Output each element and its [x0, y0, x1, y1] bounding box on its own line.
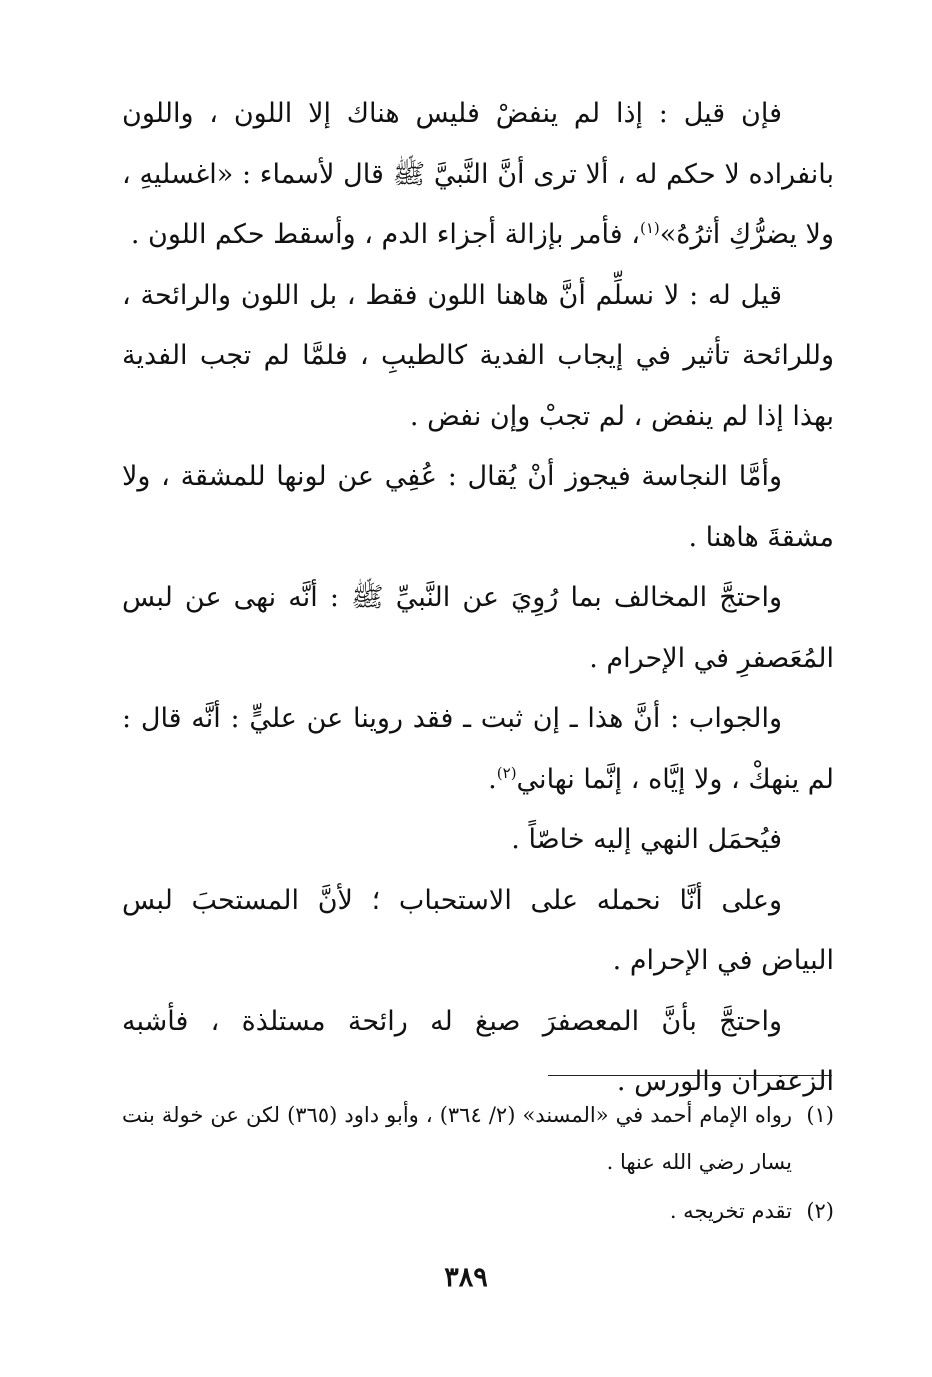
paragraph-4: واحتجَّ المخالف بما رُوِيَ عن النَّبيِّ ﷺ : أنَّه نهى عن لبس المُعَصفرِ في الإحرام .: [122, 582, 834, 674]
footnotes: [122, 1092, 834, 1237]
footnote-2: [122, 1188, 834, 1235]
footnote-ref-1[interactable]: (١): [639, 219, 660, 237]
footnote-marker: (٢): [806, 1199, 834, 1223]
page-number: ٣٨٩: [444, 1262, 488, 1293]
paragraph-5: والجواب : أنَّ هذا ـ إن ثبت ـ فقد روينا عن عليٍّ : أنَّه قال : لم ينهكْ ، ولا إيَّاه ، إنَّما نهاني$^{(٢)}$.: [122, 703, 834, 795]
paragraph-8: واحتجَّ بأنَّ المعصفرَ صبغ له رائحة مستلذة ، فأشبه الزعفران والورس .: [122, 1005, 834, 1097]
footnote-separator: [548, 1075, 832, 1076]
paragraph-1: فإن قيل : إذا لم ينفضْ فليس هناك إلا اللون ، واللون بانفراده لا حكم له ، ألا ترى أنَّ النَّبيَّ ﷺ قال لأسماء : «اغسليهِ ، ولا يضرُّكِ أثرُهُ»$^{(١)}$، فأمر بإزالة أجزاء الدم ، وأسقط حكم اللون .: [122, 98, 834, 250]
paragraph-6: فيُحمَل النهي إليه خاصّاً .: [511, 824, 782, 855]
paragraph-7: وعلى أنَّا نحمله على الاستحباب ؛ لأنَّ المستحبَ لبس البياض في الإحرام .: [122, 884, 834, 976]
footnote-ref-2[interactable]: (٢): [496, 763, 517, 782]
paragraph-3: وأمَّا النجاسة فيجوز أنْ يُقال : عُفِي عن لونها للمشقة ، ولا مشقةَ هاهنا .: [122, 461, 834, 553]
main-text: [122, 84, 834, 1113]
paragraph-2: قيل له : لا نسلِّم أنَّ هاهنا اللون فقط ، بل اللون والرائحة ، وللرائحة تأثير في إيجاب الفدية كالطيبِ ، فلمَّا لم تجب الفدية بهذا إذا لم ينفض ، لم تجبْ وإن نفض .: [122, 279, 834, 432]
footnote-text: رواه الإمام أحمد في «المسند» (٢/ ٣٦٤) ، وأبو داود (٣٦٥) لكن عن خولة بنت يسار رضي الله عنها .: [122, 1103, 792, 1174]
footnote-1: [122, 1092, 834, 1186]
footnote-marker: (١): [806, 1103, 834, 1127]
footnote-text: تقدم تخريجه .: [669, 1199, 792, 1223]
